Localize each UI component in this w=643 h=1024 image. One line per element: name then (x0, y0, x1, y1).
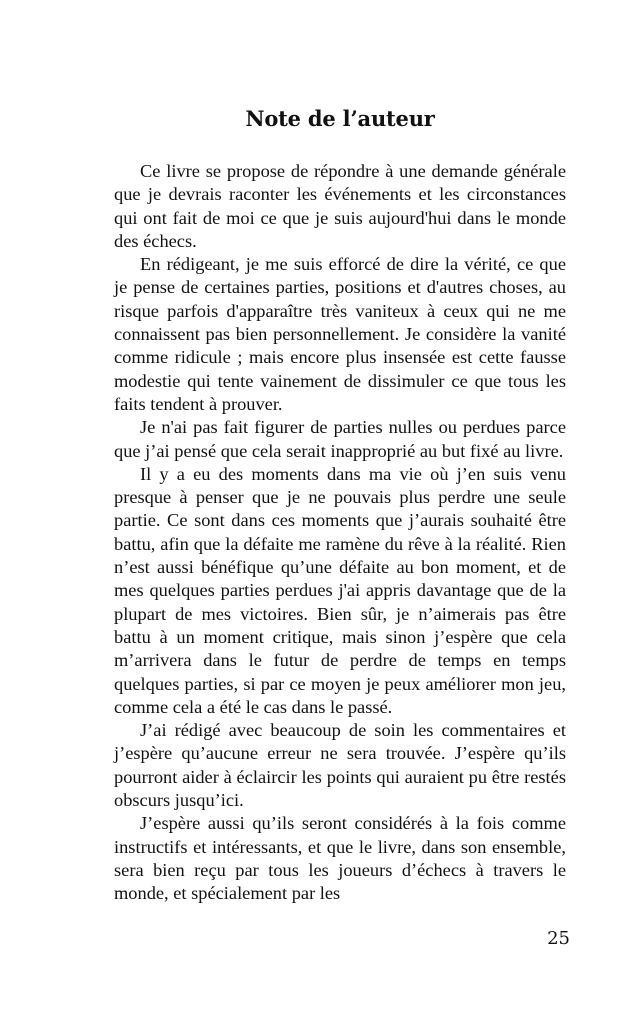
paragraph-4: Il y a eu des moments dans ma vie où j’en suis venu presque à penser que je ne pouvais plus perdre une seule partie. Ce sont dans ces moments que j’aurais souhaité être battu, afin que la défaite me ramène du rêve à la réalité. Rien n’est aussi bénéfique qu’une défaite au bon moment, et de mes quelques parties perdues j'ai appris davantage que de la plupart de mes victoires. Bien sûr, je n’aimerais pas être battu à un moment critique, mais sinon j’espère que cela m’arrivera dans le futur de perdre de temps en temps quelques parties, si par ce moyen je peux améliorer mon jeu, comme cela a été le cas dans le passé. (114, 463, 566, 717)
paragraph-1: Ce livre se propose de répondre à une demande générale que je devrais raconter les événements et les circonstances qui ont fait de moi ce que je suis aujourd'hui dans le monde des échecs. (114, 161, 566, 251)
paragraph-3: Je n'ai pas fait figurer de parties nulles ou perdues parce que j’ai pensé que cela serait inapproprié au but fixé au livre. (114, 417, 566, 461)
page-title: Note de l’auteur (245, 106, 435, 131)
page-number: 25 (547, 928, 570, 949)
paragraph-6: J’espère aussi qu’ils seront considérés à la fois comme instructifs et intéressants, et que le livre, dans son ensemble, sera bien reçu par tous les joueurs d’échecs à travers le monde, et spécialement par les (114, 813, 566, 904)
body-text (114, 160, 566, 906)
paragraph-5: J’ai rédigé avec beaucoup de soin les commentaires et j’espère qu’aucune erreur ne sera trouvée. J’espère qu’ils pourront aider à éclaircir les points qui auraient pu être restés obscurs jusqu’ici. (114, 720, 566, 811)
paragraph-2: En rédigeant, je me suis efforcé de dire la vérité, ce que je pense de certaines parties, positions et d'autres choses, au risque parfois d'apparaître très vaniteux à ceux qui ne me connaissent pas bien personnellement. Je considère la vanité comme ridicule ; mais encore plus insensée est cette fausse modestie qui tente vainement de dissimuler ce que tous les faits tendent à prouver. (114, 254, 566, 414)
